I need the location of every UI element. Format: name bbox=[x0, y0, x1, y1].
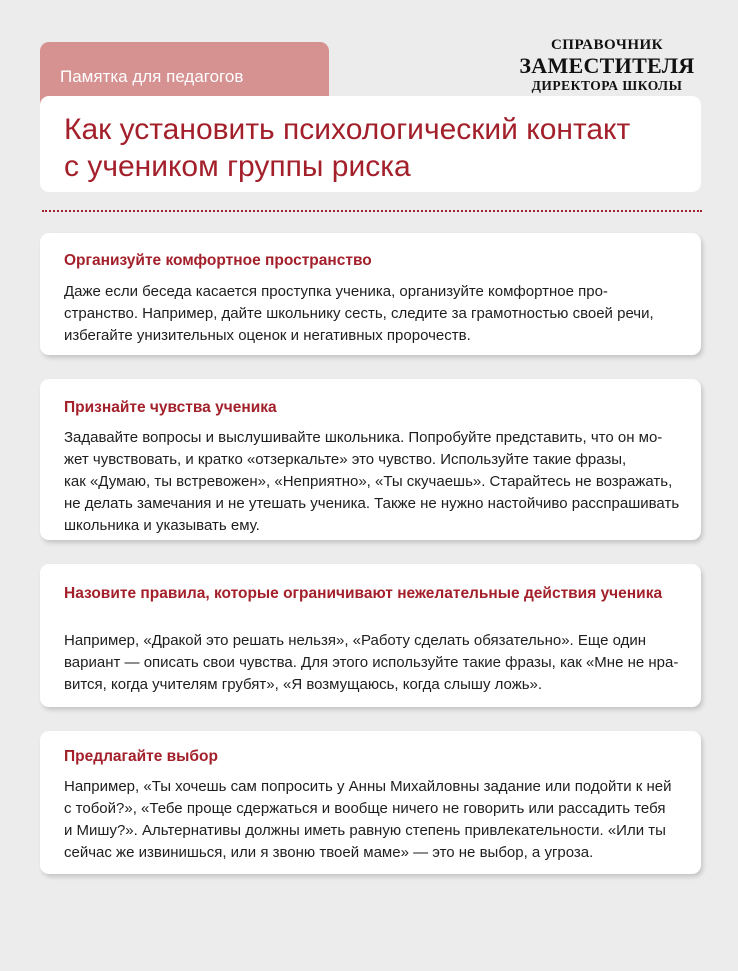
tip-heading: Назовите правила, которые ограничивают нежелательные действия ученика bbox=[64, 585, 663, 602]
tip-text-line: Даже если беседа касается проступка ученика, организуйте комфортное про- bbox=[64, 283, 608, 300]
brand-line-3: ДИРЕКТОРА ШКОЛЫ bbox=[531, 78, 683, 93]
tip-card-acknowledge-feelings bbox=[40, 379, 701, 540]
tip-text-line: с тобой?», «Тебе проще сдержаться и вообще ничего не говорить или рассадить тебя bbox=[64, 800, 666, 817]
tip-card-name-rules bbox=[40, 564, 701, 707]
page-title bbox=[64, 111, 630, 185]
memo-label: Памятка для педагогов bbox=[60, 67, 244, 86]
tip-text-line: не делать замечания и не утешать ученика. Также не нужно настойчиво расспрашивать bbox=[64, 495, 680, 512]
tip-heading: Предлагайте выбор bbox=[64, 748, 218, 765]
tip-card-comfortable-space bbox=[40, 233, 701, 355]
tip-heading: Признайте чувства ученика bbox=[64, 399, 277, 416]
brand-line-2: ЗАМЕСТИТЕЛЯ bbox=[519, 53, 695, 78]
tip-text-line: школьника и указывать ему. bbox=[64, 517, 260, 534]
tip-text-line: жет чувствовать, и кратко «отзеркальте» это чувство. Используйте такие фразы, bbox=[64, 451, 627, 468]
tip-text-line: Например, «Дракой это решать нельзя», «Работу сделать обязательно». Еще один bbox=[64, 632, 647, 649]
tip-text-line: избегайте унизительных оценок и негативных пророчеств. bbox=[64, 327, 471, 344]
tip-text-line: Задавайте вопросы и выслушивайте школьника. Попробуйте представить, что он мо- bbox=[64, 429, 663, 446]
tip-text-line: сейчас же извинишься, или я звоню твоей маме» — это не выбор, а угроза. bbox=[64, 844, 594, 861]
dotted-divider bbox=[42, 210, 702, 212]
tip-text-line: странство. Например, дайте школьнику сесть, следите за грамотностью своей речи, bbox=[64, 305, 654, 322]
brand-line-1: СПРАВОЧНИК bbox=[550, 37, 664, 53]
tip-text-line: вариант — описать свои чувства. Для этого используйте такие фразы, как «Мне не нра- bbox=[64, 654, 679, 671]
tip-text-line: вится, когда учителям грубят», «Я возмущаюсь, когда слышу ложь». bbox=[64, 676, 543, 693]
title-card bbox=[40, 96, 701, 192]
brand-logo bbox=[498, 36, 716, 94]
tip-text-line: как «Думаю, ты встревожен», «Неприятно», «Ты скучаешь». Старайтесь не возражать, bbox=[64, 473, 673, 490]
title-line-2: с учеником группы риска bbox=[64, 150, 411, 183]
tip-text-line: и Мишу?». Альтернативы должны иметь равную степень привлекательности. «Или ты bbox=[64, 822, 666, 839]
tip-heading: Организуйте комфортное пространство bbox=[64, 252, 372, 269]
tip-text-line: Например, «Ты хочешь сам попросить у Анны Михайловны задание или подойти к ней bbox=[64, 778, 672, 795]
title-line-1: Как установить психологический контакт bbox=[64, 113, 631, 146]
tip-card-offer-choice bbox=[40, 731, 701, 874]
